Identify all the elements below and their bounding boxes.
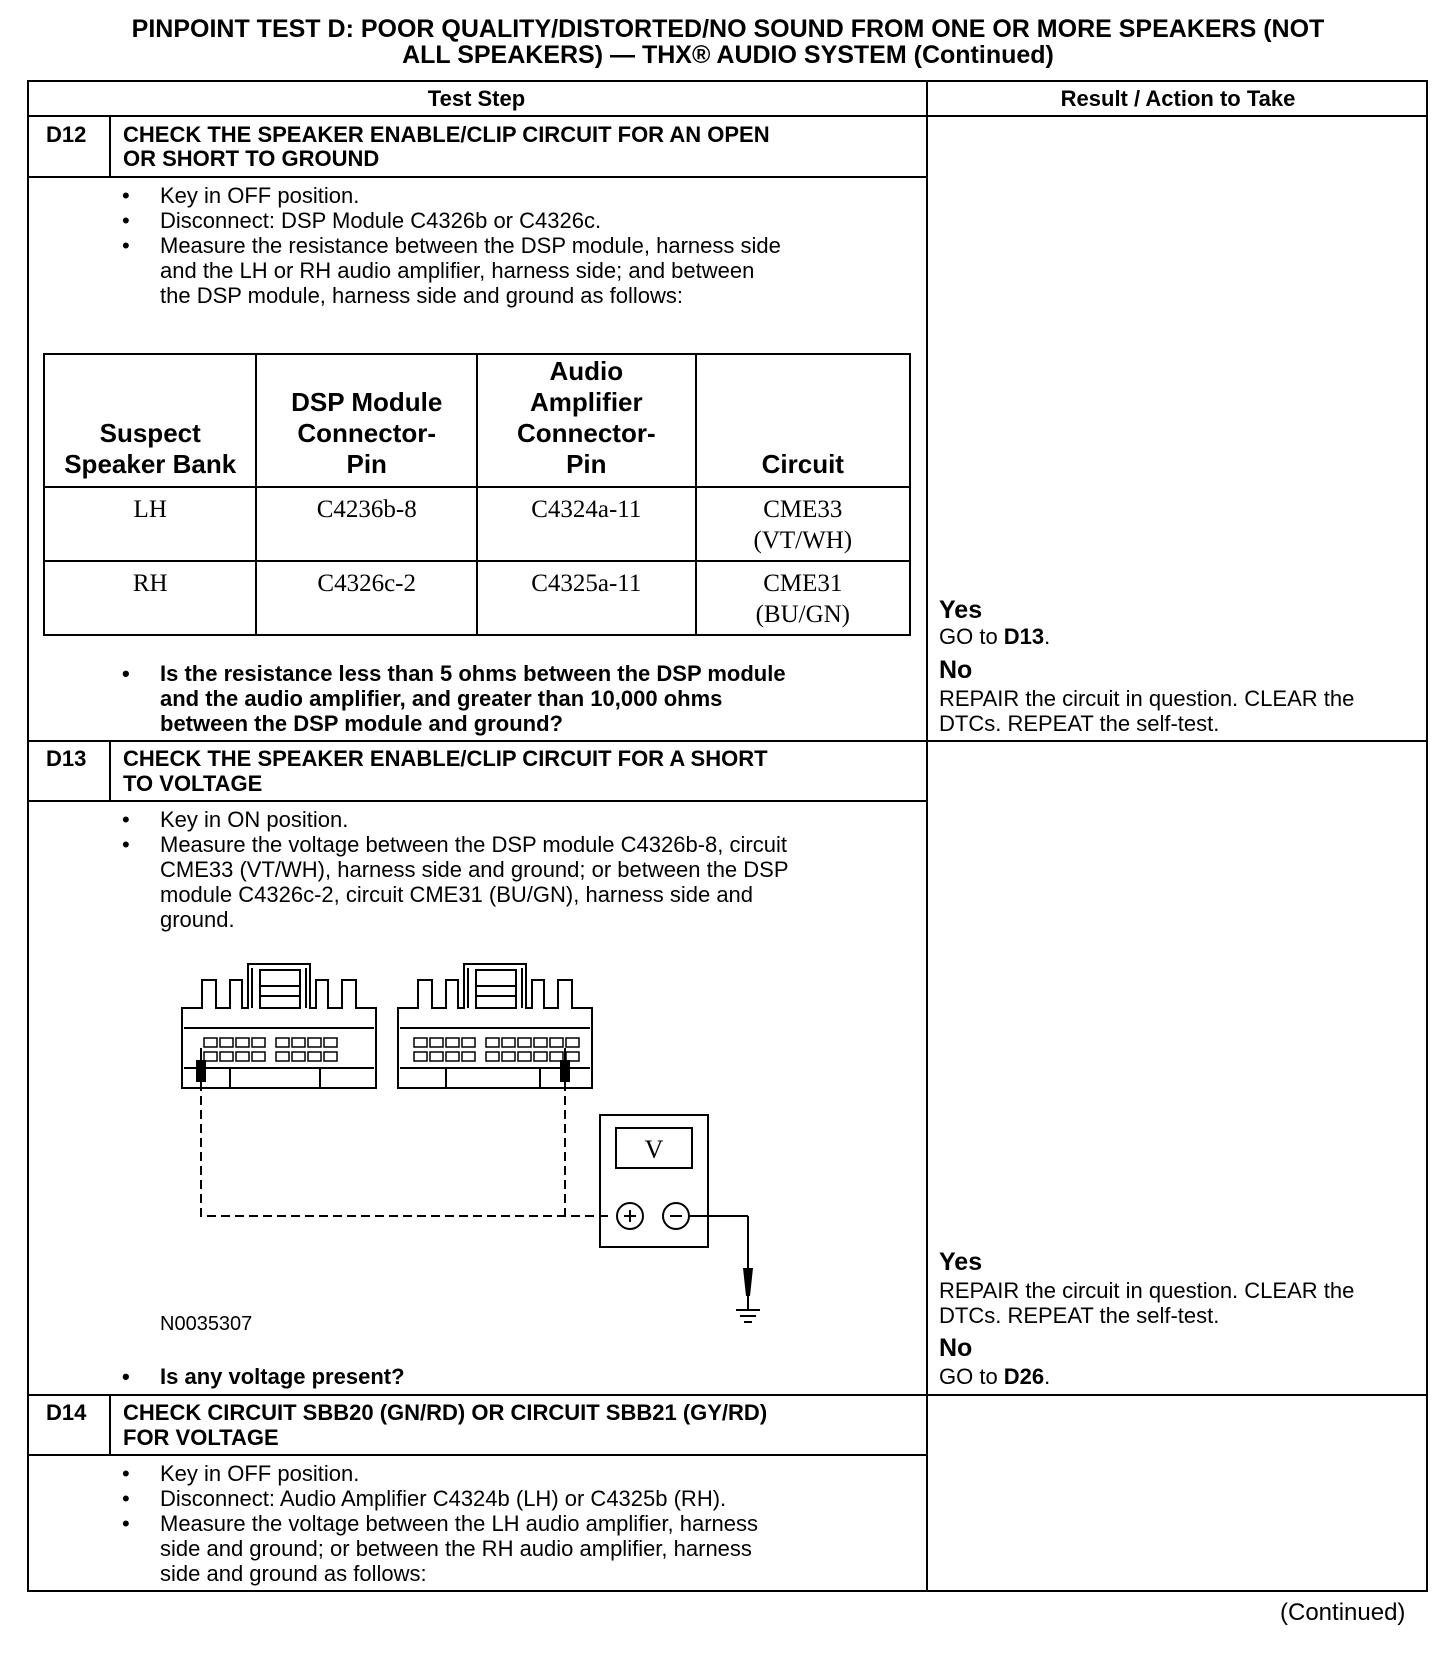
col-circuit: Circuit — [696, 354, 910, 487]
d12-bullet-3-cont-2: the DSP module, harness side and ground as follows: — [160, 283, 684, 308]
figure-id: N0035307 — [160, 1313, 253, 1335]
step-heading-divider — [27, 176, 926, 178]
step-id-divider — [109, 1396, 111, 1455]
d14-heading-line1: CHECK CIRCUIT SBB20 (GN/RD) OR CIRCUIT SBB21 (GY/RD) — [123, 1400, 768, 1425]
step-id-d13: D13 — [46, 746, 87, 771]
d12-no-action-line1: REPAIR the circuit in question. CLEAR the — [939, 686, 1355, 711]
step-divider — [27, 740, 1428, 742]
cell-dsp-pin: C4236b-8 — [256, 487, 477, 561]
step-heading-divider — [27, 800, 926, 802]
d13-heading-line2: TO VOLTAGE — [123, 771, 263, 796]
col-suspect-speaker-bank: Suspect Speaker Bank — [44, 354, 256, 487]
cell-amp-pin: C4325a-11 — [477, 561, 696, 635]
d13-bullet-2-cont-3: ground. — [160, 907, 235, 932]
header-test-step: Test Step — [427, 86, 526, 111]
d13-yes-action-line2: DTCs. REPEAT the self-test. — [939, 1303, 1220, 1328]
step-id-d12: D12 — [46, 122, 87, 147]
col-audio-amp-pin: Audio Amplifier Connector- Pin — [477, 354, 696, 487]
d13-bullet-2-cont-1: CME33 (VT/WH), harness side and ground; or between the DSP — [160, 857, 789, 882]
d12-yes-action: GO to D13. — [939, 624, 1051, 649]
ground-symbol — [730, 1210, 770, 1330]
meter-symbol: V — [644, 1135, 664, 1164]
cell-circuit: CME31 (BU/GN) — [696, 561, 910, 635]
step-id-divider — [109, 117, 111, 177]
d13-no-label: No — [939, 1334, 973, 1362]
d13-bullet-2-cont-2: module C4326c-2, circuit CME31 (BU/GN), harness side and — [160, 882, 754, 907]
d14-heading-line2: FOR VOLTAGE — [123, 1425, 279, 1450]
column-divider — [926, 80, 928, 1592]
cell-bank: LH — [44, 487, 256, 561]
step-heading-divider — [27, 1454, 926, 1456]
d12-heading-line2: OR SHORT TO GROUND — [123, 146, 380, 171]
connector-voltage-diagram — [170, 950, 730, 1330]
page-title — [0, 16, 1456, 68]
voltmeter-icon — [600, 1115, 730, 1330]
d12-no-action-line2: DTCs. REPEAT the self-test. — [939, 711, 1220, 736]
step-id-divider — [109, 742, 111, 801]
d12-question-cont-1: and the audio amplifier, and greater than 10,000 ohms — [160, 686, 723, 711]
title-line-1: PINPOINT TEST D: POOR QUALITY/DISTORTED/NO SOUND FROM ONE OR MORE SPEAKERS (NOT — [131, 15, 1325, 43]
d12-question-cont-2: between the DSP module and ground? — [160, 711, 563, 736]
table-row — [44, 561, 910, 635]
d12-heading-line1: CHECK THE SPEAKER ENABLE/CLIP CIRCUIT FOR AN OPEN — [123, 122, 770, 147]
dsp-connector-c4326b — [182, 964, 376, 1088]
pin-resistance-table — [43, 353, 911, 636]
d13-yes-action-line1: REPAIR the circuit in question. CLEAR the — [939, 1278, 1355, 1303]
d13-yes-label: Yes — [939, 1248, 983, 1276]
d13-no-action: GO to D26. — [939, 1364, 1051, 1389]
step-id-d14: D14 — [46, 1400, 87, 1425]
step-divider — [27, 1394, 1428, 1396]
cell-amp-pin: C4324a-11 — [477, 487, 696, 561]
d14-bullet-3-cont-2: side and ground as follows: — [160, 1561, 427, 1586]
title-line-2: ALL SPEAKERS) — THX® AUDIO SYSTEM (Continued) — [402, 41, 1054, 69]
d12-bullet-3-cont-1: and the LH or RH audio amplifier, harness side; and between — [160, 258, 755, 283]
d13-heading-line1: CHECK THE SPEAKER ENABLE/CLIP CIRCUIT FOR A SHORT — [123, 746, 768, 771]
cell-bank: RH — [44, 561, 256, 635]
continued-footer: (Continued) — [1280, 1599, 1406, 1626]
header-result: Result / Action to Take — [1060, 86, 1296, 111]
header-divider — [27, 115, 1428, 117]
cell-circuit: CME33 (VT/WH) — [696, 487, 910, 561]
d12-no-label: No — [939, 656, 973, 684]
d14-bullet-3-cont-1: side and ground; or between the RH audio amplifier, harness — [160, 1536, 752, 1561]
ground-lead — [689, 1216, 730, 1330]
d12-yes-label: Yes — [939, 596, 983, 624]
table-row — [44, 487, 910, 561]
test-lead-left — [201, 1082, 612, 1216]
ground-lead-segment — [688, 1214, 752, 1218]
col-dsp-module-pin: DSP Module Connector- Pin — [256, 354, 477, 487]
cell-dsp-pin: C4326c-2 — [256, 561, 477, 635]
